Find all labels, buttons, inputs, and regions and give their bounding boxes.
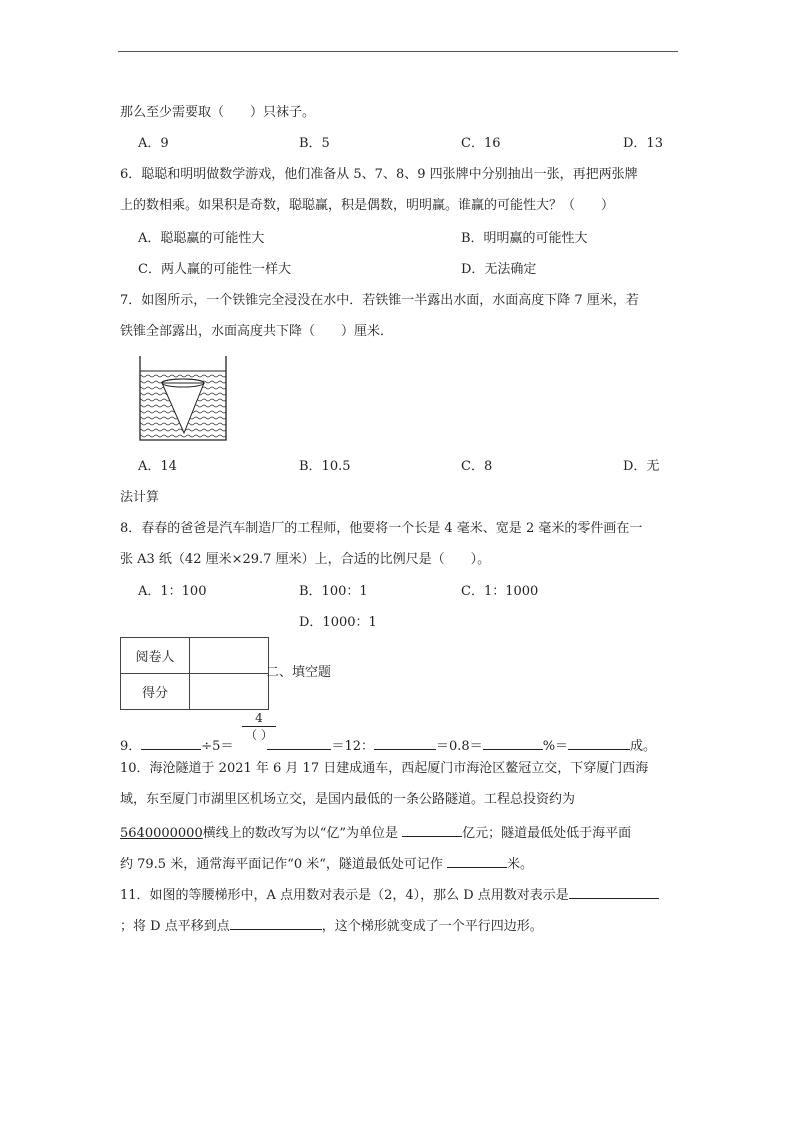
q9-fraction-denominator: （ ） (245, 728, 273, 742)
q5-option-b: B．5 (299, 136, 330, 151)
q11-line1 (120, 886, 659, 902)
q8-option-a: A．1：100 (138, 584, 207, 599)
q8-option-c: C．1：1000 (461, 584, 539, 599)
q6-line2: 上的数相乘。如果积是奇数，聪聪赢，积是偶数，明明赢。谁赢的可能性大？（ ） (120, 198, 615, 213)
q6-option-c: C．两人赢的可能性一样大 (138, 262, 291, 277)
q7-option-a: A．14 (138, 459, 177, 474)
q10-blank-2[interactable] (447, 855, 507, 868)
q5-stem: 那么至少需要取（ ）只袜子。 (120, 105, 316, 120)
q7-option-d: D．无 (623, 459, 660, 474)
q9-blank-5[interactable] (568, 737, 630, 750)
q11-line2 (120, 917, 543, 933)
q11-blank-1[interactable] (569, 886, 659, 899)
q9-cheng: 成。 (630, 739, 657, 754)
q10-blank-1[interactable] (402, 824, 462, 837)
q7-line1: 7．如图所示，一个铁锥完全浸没在水中．若铁锥一半露出水面，水面高度下降 7 厘米，若 (120, 293, 639, 308)
header-rule (118, 51, 678, 52)
q5-option-d: D．13 (623, 136, 663, 151)
q11-blank-2[interactable] (230, 917, 322, 930)
q10-line4-end: 米。 (507, 857, 534, 872)
q7-option-b: B．10.5 (299, 459, 351, 474)
score-table (120, 637, 269, 710)
q6-option-b: B．明明赢的可能性大 (461, 231, 588, 246)
q5-option-a: A．9 (138, 136, 169, 151)
reviewer-label: 阅卷人 (121, 638, 190, 674)
q10-line2: 域，东至厦门市湖里区机场立交，是国内最低的一条公路隧道。工程总投资约为 (120, 792, 576, 807)
cone-in-water-figure (138, 355, 230, 443)
q9-fraction-numerator: 4 (255, 711, 263, 725)
q9-blank-1[interactable] (141, 737, 201, 750)
q8-line2: 张 A3 纸（42 厘米×29.7 厘米）上，合适的比例尺是（ ）。 (120, 552, 491, 567)
reviewer-cell (190, 638, 269, 674)
q10-line3-text: 横线上的数改写为以“亿”为单位是 (202, 826, 399, 841)
section-title: 二、填空题 (266, 665, 332, 680)
score-cell (190, 674, 269, 710)
score-label: 得分 (121, 674, 190, 710)
q10-line4-text: 约 79.5 米，通常海平面记作“0 米“，隧道最低处可记作 (120, 857, 443, 872)
q10-line4 (120, 855, 533, 871)
q11-line2-start: ；将 D 点平移到点 (120, 919, 230, 934)
q8-option-d: D．1000：1 (299, 615, 377, 630)
q9-blank-2[interactable] (267, 737, 331, 750)
q7-option-d-wrap: 法计算 (120, 490, 160, 505)
q10-line3-end: 亿元；隧道最低处低于海平面 (462, 826, 632, 841)
q9-percent: %＝ (542, 739, 569, 754)
q7-line2: 铁锥全部露出，水面高度共下降（ ）厘米． (120, 324, 394, 339)
q10-line1: 10．海沧隧道于 2021 年 6 月 17 日建成通车，西起厦门市海沧区鳌冠立交，下穿厦门西海 (120, 761, 649, 776)
q6-option-d: D．无法确定 (461, 262, 537, 277)
q9-number: 9． (120, 739, 142, 754)
q9-decimal: ＝0.8＝ (436, 739, 483, 754)
q8-option-b: B．100：1 (299, 584, 368, 599)
q6-option-a: A．聪聪赢的可能性大 (138, 231, 265, 246)
q8-line1: 8．春春的爸爸是汽车制造厂的工程师，他要将一个长是 4 毫米、宽是 2 毫米的零件画在一 (120, 521, 643, 536)
q11-line1-text: 11．如图的等腰梯形中，A 点用数对表示是（2，4），那么 D 点用数对表示是 (120, 888, 569, 903)
q7-option-c: C．8 (461, 459, 493, 474)
q11-line2-end: ，这个梯形就变成了一个平行四边形。 (321, 919, 543, 934)
q9-div: ÷5＝ (201, 739, 234, 754)
q6-line1: 6．聪聪和明明做数学游戏，他们准备从 5、7、8、9 四张牌中分别抽出一张，再把两张牌 (120, 167, 638, 182)
fraction-bar (242, 726, 276, 727)
q9-blank-3[interactable] (374, 737, 436, 750)
q9-ratio: ＝12： (331, 739, 374, 754)
q9-line (120, 737, 656, 753)
q5-option-c: C．16 (461, 136, 501, 151)
q10-underlined-number: 5640000000 (120, 826, 203, 841)
q10-line3 (120, 824, 631, 840)
q9-blank-4[interactable] (483, 737, 543, 750)
